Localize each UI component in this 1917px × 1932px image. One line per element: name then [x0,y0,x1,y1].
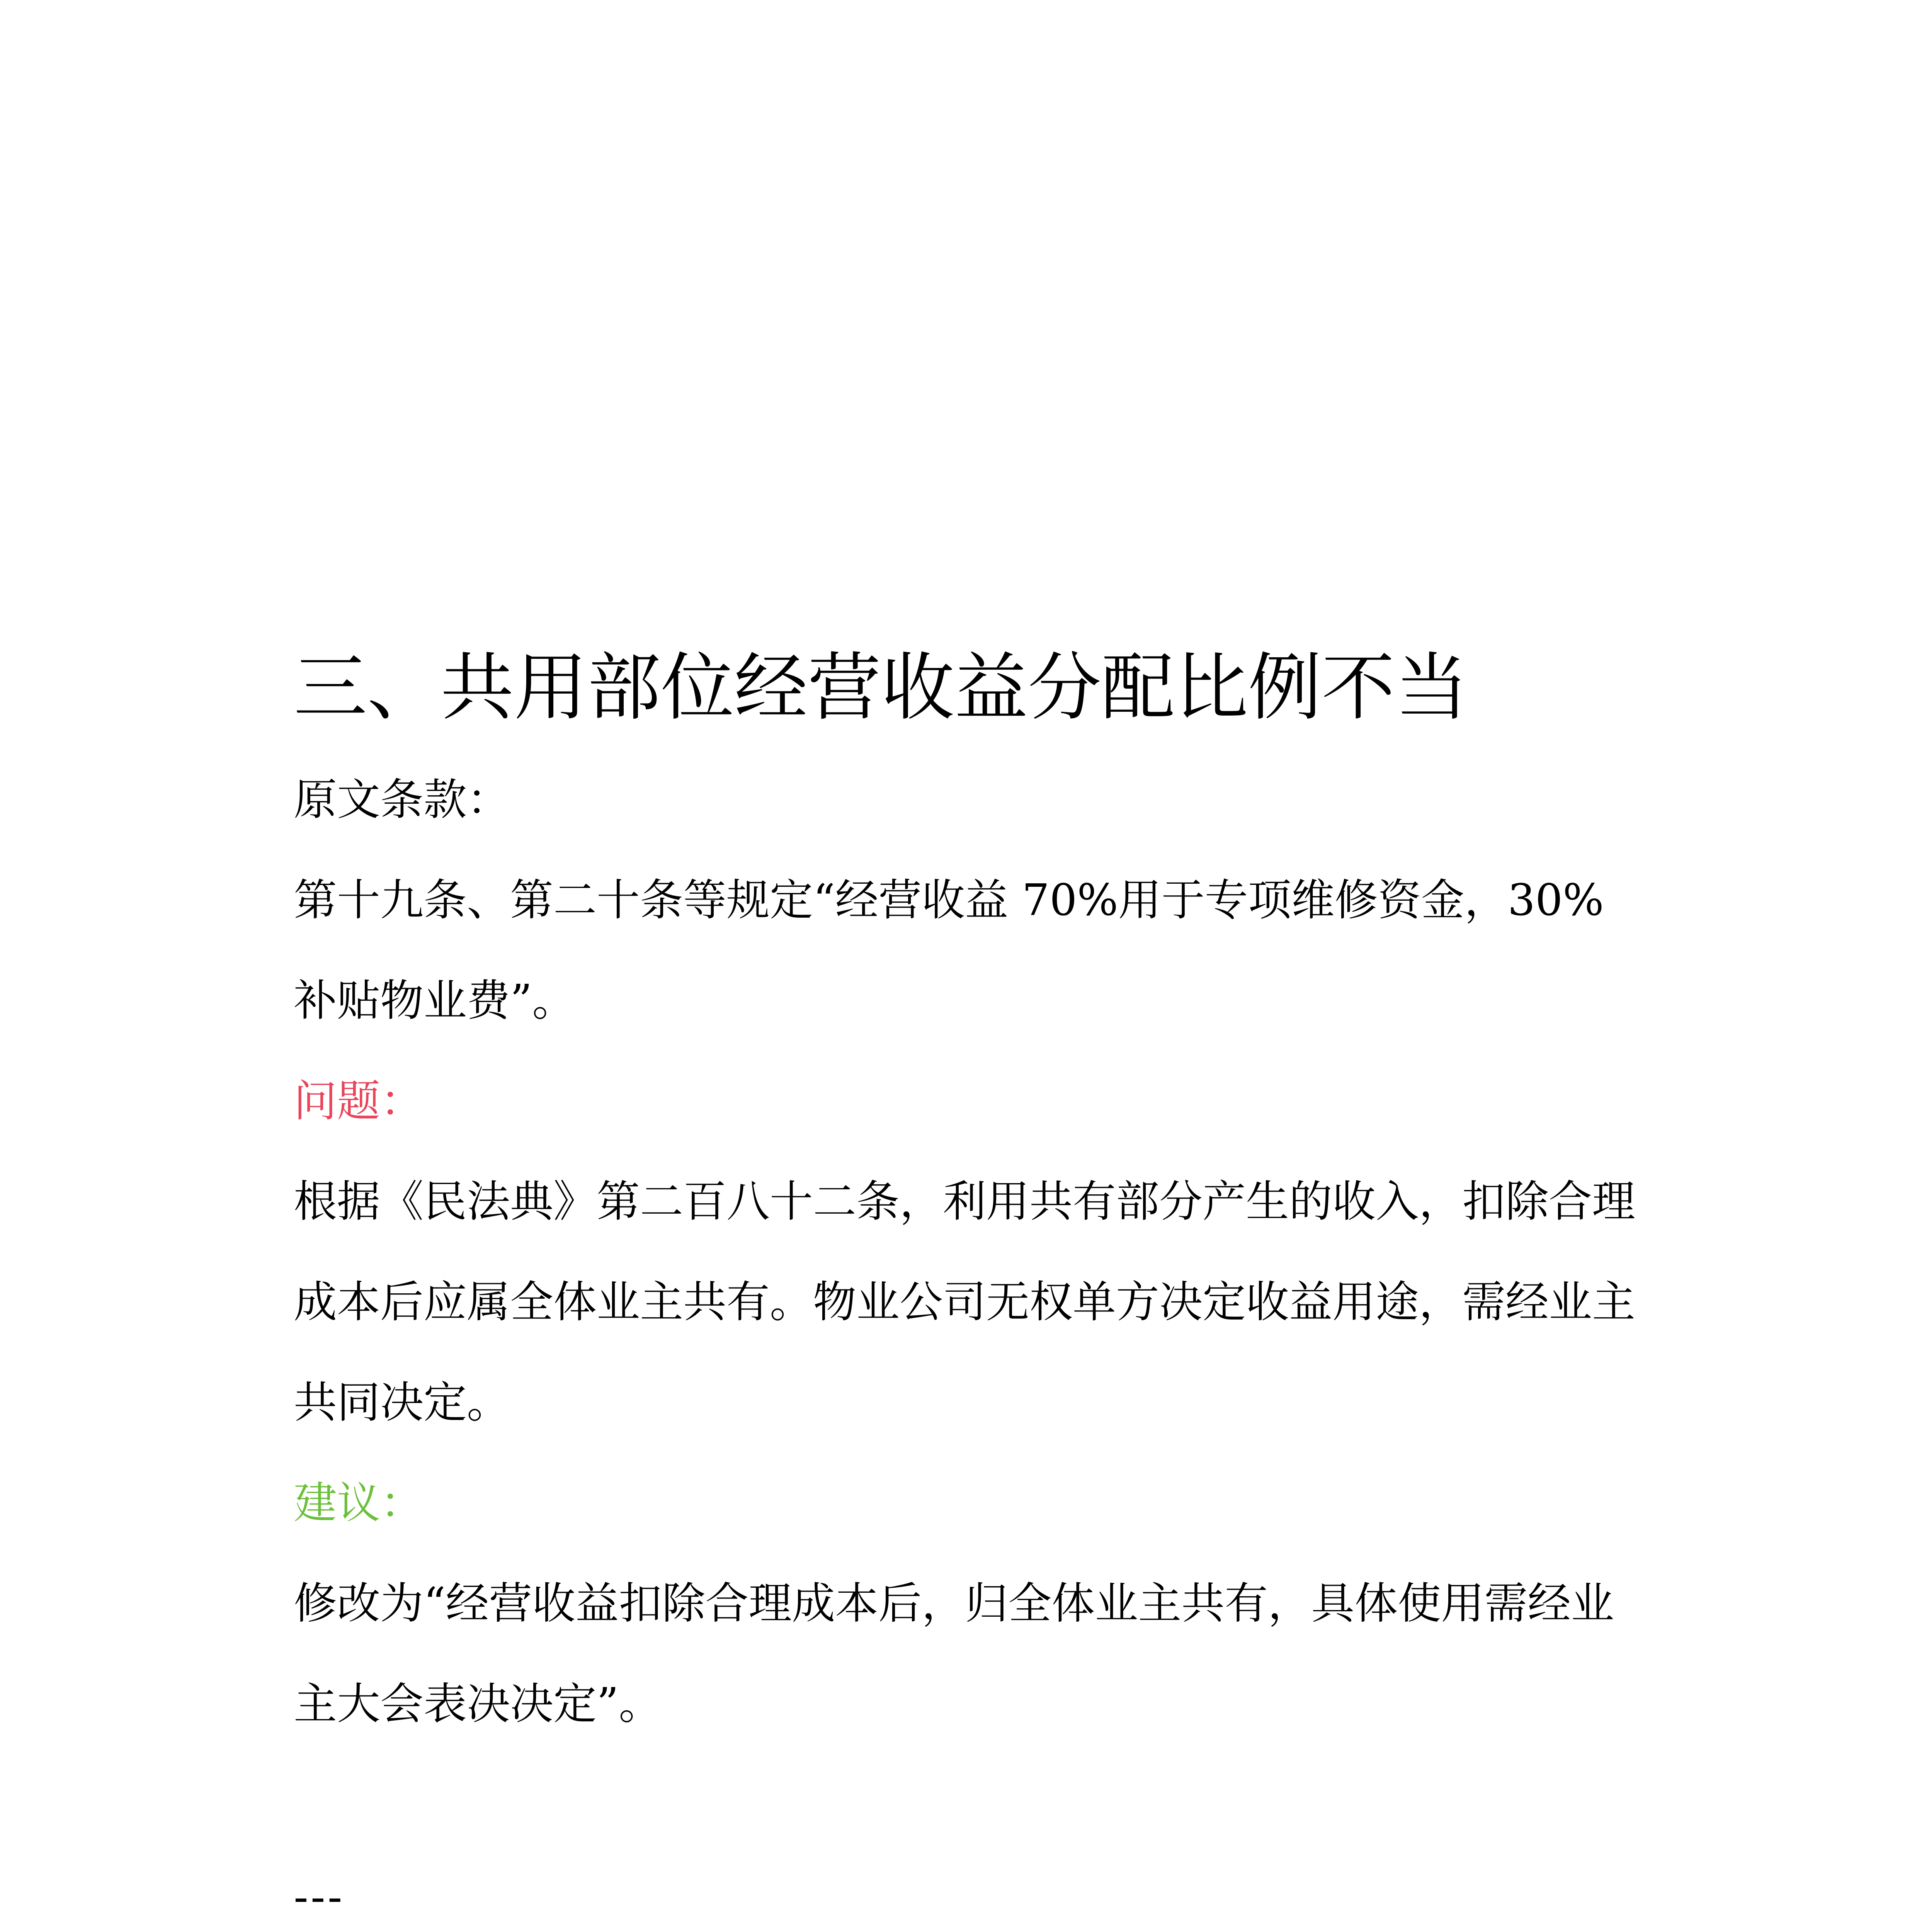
problem-text: 根据《民法典》第二百八十二条，利用共有部分产生的收入，扣除合理成本后应属全体业主共有。物业公司无权单方决定收益用途，需经业主共同决定。 [294,1177,1635,1428]
section-heading: 三、共用部位经营收益分配比例不当 [294,645,1469,730]
original-clause-label: 原文条款： [294,775,510,825]
suggestion-text: 修改为“经营收益扣除合理成本后，归全体业主共有，具体使用需经业主大会表决决定”。 [294,1578,1614,1729]
problem-label: 问题： [294,1076,424,1126]
document-content [294,634,1638,1932]
original-clause-text: 第十九条、第二十条等规定“经营收益 70%用于专项维修资金，30%补贴物业费”。 [294,875,1604,1026]
section-divider: --- [294,1872,345,1922]
suggestion-label: 建议： [294,1478,424,1528]
